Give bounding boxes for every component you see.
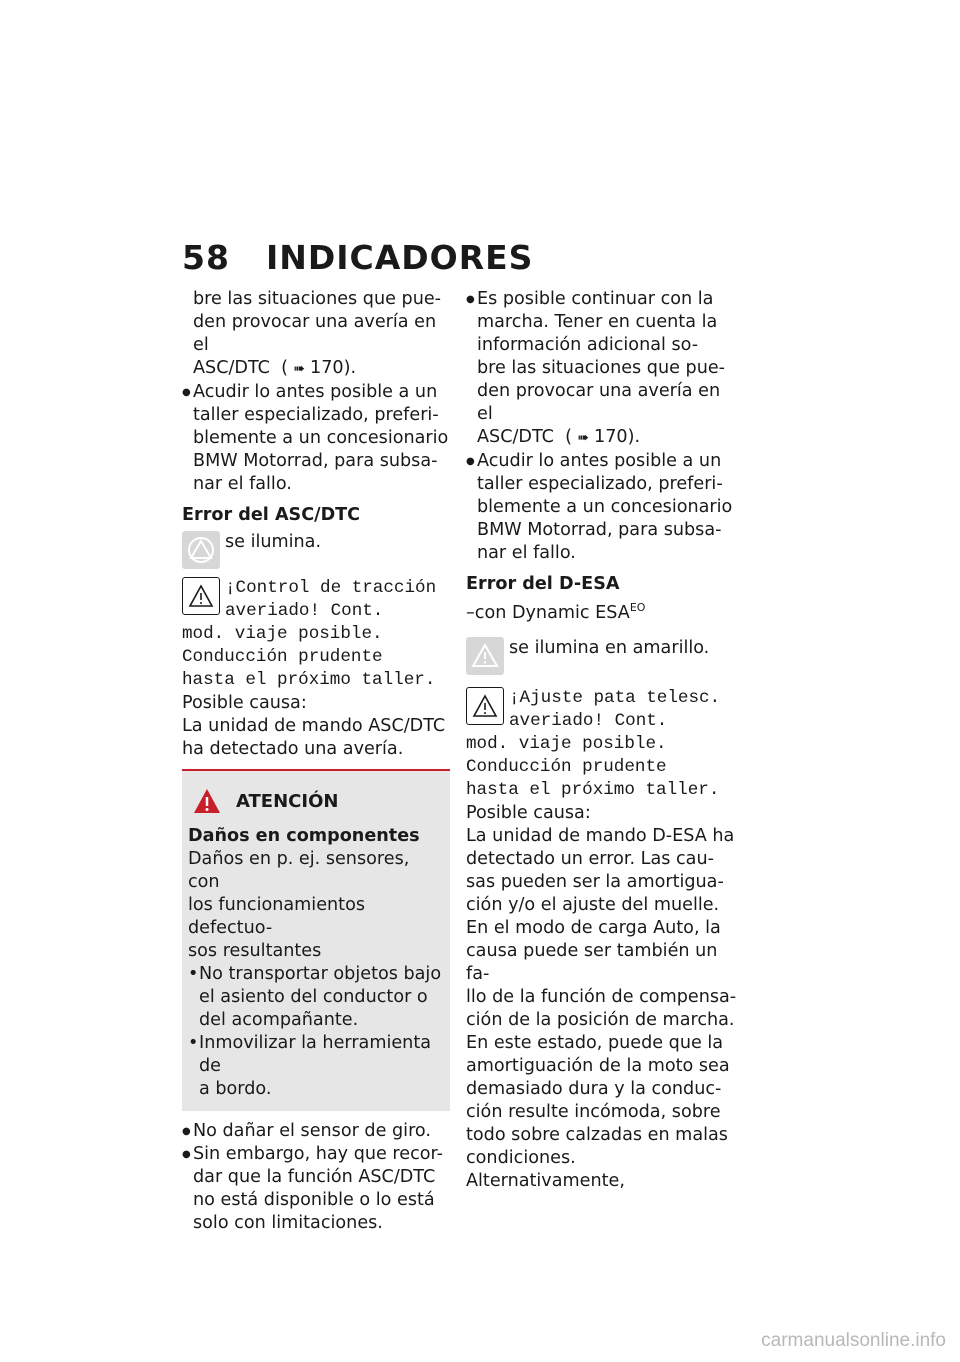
lamp-description: se ilumina en amarillo. bbox=[509, 637, 710, 658]
right-column bbox=[466, 288, 738, 1193]
page-title: INDICADORES bbox=[265, 238, 534, 277]
text-line: bre las situaciones que pue- bbox=[193, 289, 442, 309]
left-column bbox=[182, 288, 450, 1235]
message-line: ¡Ajuste pata telesc. bbox=[509, 687, 721, 708]
warning-item: • Inmovilizar la herramienta de a bordo. bbox=[188, 1032, 444, 1101]
cause-text: La unidad de mando ASC/DTC bbox=[182, 716, 446, 736]
message-line: mod. viaje posible. bbox=[466, 733, 667, 754]
caution-triangle-icon bbox=[192, 787, 222, 815]
indicator-lamp-row bbox=[466, 637, 738, 675]
message-line: averiado! Cont. bbox=[225, 601, 384, 621]
warning-title: ATENCIÓN bbox=[236, 790, 339, 812]
text-line: den provocar una avería en el bbox=[193, 312, 437, 355]
indicator-lamp-row bbox=[182, 531, 450, 569]
warning-lamp-icon bbox=[182, 531, 220, 569]
section-heading: Error del D-ESA bbox=[466, 574, 620, 594]
message-line: hasta el próximo taller. bbox=[182, 670, 436, 690]
bullet-item: ● No dañar el sensor de giro. bbox=[182, 1120, 450, 1143]
page-number: 58 bbox=[182, 238, 230, 277]
cause-text: ha detectado una avería. bbox=[182, 739, 404, 759]
bullet-item: ● Es posible continuar con la marcha. Tener en cuenta la información adicional so- bre las situaciones que pue- den provocar una avería en el ASC/DTC ( ➠ 170). bbox=[466, 288, 738, 450]
page-reference: ASC/DTC ( ➠ 170). bbox=[477, 426, 738, 450]
message-line: ¡Control de tracción bbox=[225, 578, 437, 598]
cause-label: Posible causa: bbox=[182, 693, 307, 713]
cause-text: La unidad de mando D-ESA ha detectado un error. Las cau- sas pueden ser la amortigua- ción y/o el ajuste del muelle. En el modo de carga Auto, la causa puede ser también un fa- llo de la función de compensa- ción de la posición de marcha. En este estado, puede que la amortiguación de la moto sea demasiado dura y la conduc- ción resulte incómoda, sobre todo sobre calzadas en malas condiciones. Alternativamente, bbox=[466, 825, 737, 1191]
continued-text bbox=[182, 288, 450, 381]
page-reference-arrow-icon: ➠ bbox=[293, 361, 305, 377]
message-line: mod. viaje posible. bbox=[182, 624, 383, 644]
display-warning-icon bbox=[466, 687, 504, 725]
equipment-code: EO bbox=[629, 601, 646, 614]
bullet-item: ● Acudir lo antes posible a un taller especializado, preferi- blemente a un concesionario BMW Motorrad, para subsa- nar el fallo. bbox=[182, 381, 450, 496]
section-subheading: –con Dynamic $ESA^{EO}$ bbox=[466, 601, 646, 623]
warning-text: los funcionamientos defectuo- bbox=[188, 895, 365, 938]
cause-label: Posible causa: bbox=[466, 802, 591, 823]
display-warning-icon bbox=[182, 577, 220, 615]
warning-box bbox=[182, 769, 450, 1111]
warning-text: Daños en p. ej. sensores, con bbox=[188, 849, 410, 892]
page-header bbox=[182, 238, 533, 277]
bullet-item: ● Sin embargo, hay que recor- dar que la función ASC/DTC no está disponible o lo está solo con limitaciones. bbox=[182, 1143, 450, 1235]
message-line: Conducción prudente bbox=[182, 647, 383, 667]
warning-lamp-icon bbox=[466, 637, 504, 675]
warning-subtitle: Daños en componentes bbox=[188, 826, 420, 846]
page-reference: ASC/DTC ( ➠ 170). bbox=[193, 357, 450, 381]
section-heading: Error del ASC/DTC bbox=[182, 505, 361, 525]
display-message bbox=[466, 687, 738, 802]
display-message bbox=[182, 577, 450, 692]
warning-text: sos resultantes bbox=[188, 941, 322, 961]
watermark: carmanualsonline.info bbox=[761, 1330, 946, 1351]
page-reference-arrow-icon: ➠ bbox=[577, 430, 589, 446]
message-line: averiado! Cont. bbox=[509, 710, 668, 731]
message-line: hasta el próximo taller. bbox=[466, 779, 720, 800]
bullet-item: ● Acudir lo antes posible a un taller especializado, preferi- blemente a un concesionario BMW Motorrad, para subsa- nar el fallo. bbox=[466, 450, 738, 565]
message-line: Conducción prudente bbox=[466, 756, 667, 777]
lamp-description: se ilumina. bbox=[225, 532, 322, 552]
warning-item: • No transportar objetos bajo el asiento del conductor o del acompañante. bbox=[188, 963, 444, 1032]
